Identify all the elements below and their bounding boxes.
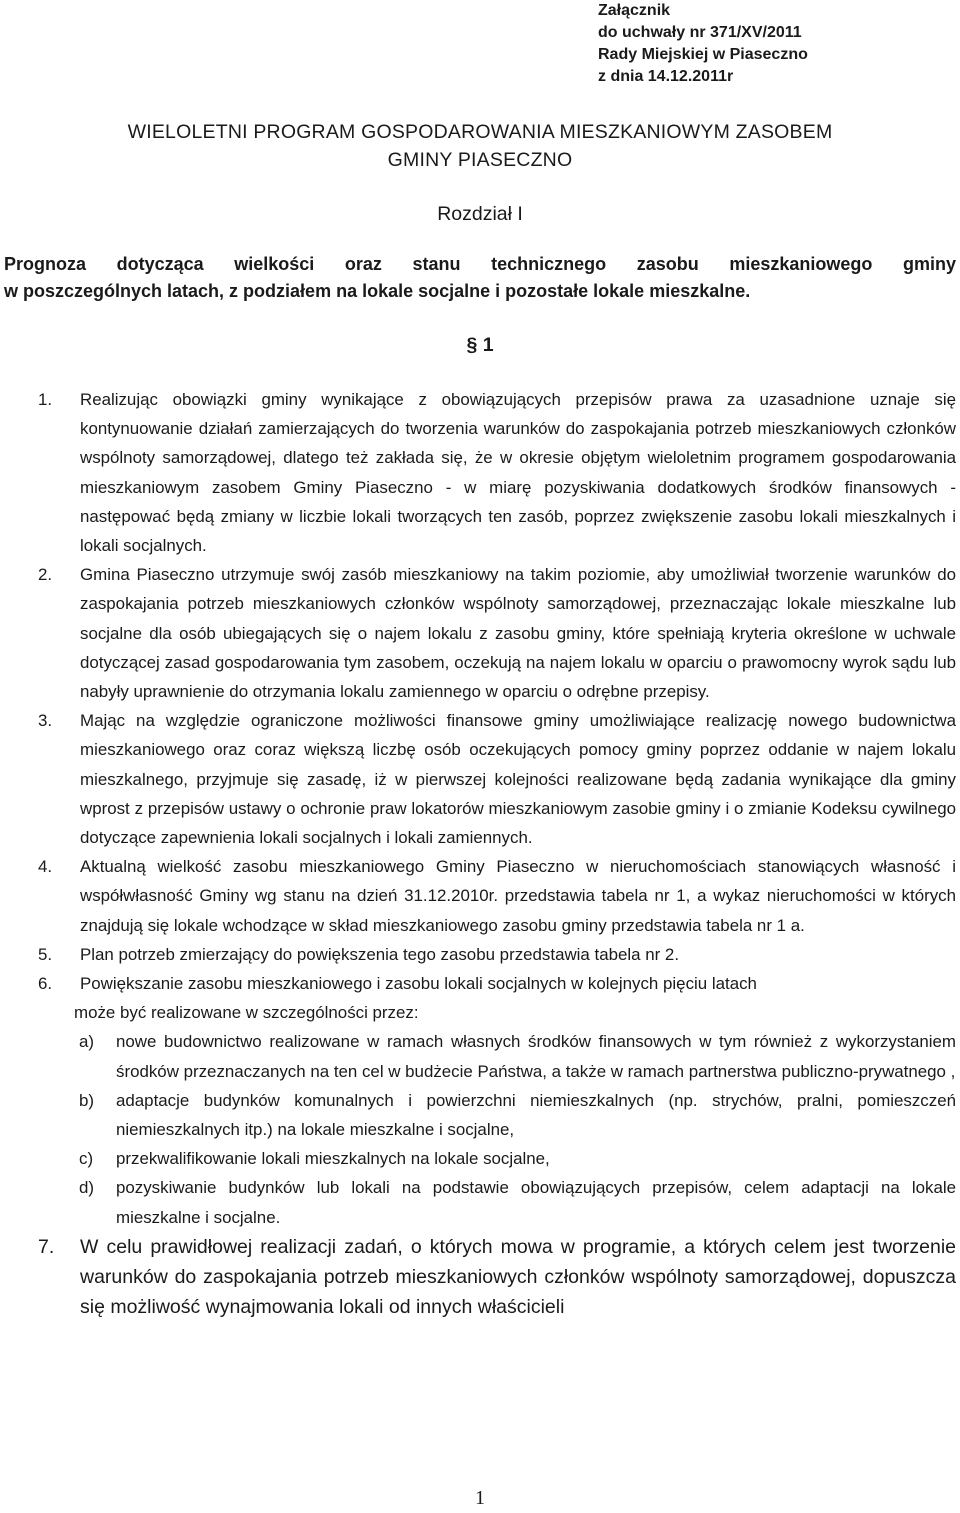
subitem-letter: a)	[79, 1032, 95, 1052]
subitem-text: nowe budownictwo realizowane w ramach własnych środków finansowych w tym również z wykorzystaniem środków przeznaczanych na ten cel w budżecie Państwa, a także w ramach partnerstwa publiczno-prywatnego ,	[116, 1032, 956, 1081]
title-line-2: GMINY PIASECZNO	[387, 149, 573, 171]
lettered-subitem	[0, 1086, 960, 1144]
numbered-item	[0, 1232, 960, 1322]
item-number: 2.	[38, 565, 53, 585]
item-text: Powiększanie zasobu mieszkaniowego i zasobu lokali socjalnych w kolejnych pięciu latach	[80, 974, 757, 994]
chapter-heading: Rozdział I	[437, 203, 523, 225]
item-text: Realizując obowiązki gminy wynikające z obowiązujących przepisów prawa za uzasadnione uznaje się kontynuowanie działań zamierzających do tworzenia warunków do zaspokajania potrzeb mieszkaniowych członków wspólnoty samorządowej, dlatego też zakłada się, że w okresie objętym wieloletnim programem gospodarowania mieszkaniowym zasobem Gminy Piaseczno - w miarę pozyskiwania dodatkowych środków finansowych - następować będą zmiany w liczbie lokali tworzących ten zasób, poprzez zwiększenie zasobu lokali mieszkalnych i lokali socjalnych.	[80, 390, 956, 556]
numbered-item	[0, 560, 960, 706]
numbered-item	[0, 969, 960, 998]
lettered-subitem	[0, 1027, 960, 1085]
page-number: 1	[475, 1487, 485, 1509]
subitem-letter: d)	[79, 1178, 95, 1198]
title-line-1: WIELOLETNI PROGRAM GOSPODAROWANIA MIESZKANIOWYM ZASOBEM	[127, 121, 833, 143]
item-number: 7.	[38, 1235, 55, 1258]
attachment-label: Załącznik	[598, 2, 671, 19]
item-text: Aktualną wielkość zasobu mieszkaniowego Gminy Piaseczno w nieruchomościach stanowiących własność i współwłasność Gminy wg stanu na dzień 31.12.2010r. przedstawia tabela nr 1, a wykaz nieruchomości w których znajdują się lokale wchodzące w skład mieszkaniowego zasobu gminy przedstawia tabela nr 1 a.	[80, 857, 956, 935]
item-number: 3.	[38, 711, 53, 731]
numbered-item	[0, 385, 960, 560]
attachment-note	[598, 0, 928, 88]
item-number: 1.	[38, 390, 53, 409]
subitem-text: adaptacje budynków komunalnych i powierzchni niemieszkalnych (np. strychów, pralni, pomieszczeń niemieszkalnych itp.) na lokale mieszkalne i socjalne,	[116, 1090, 956, 1140]
item-text: Gmina Piaseczno utrzymuje swój zasób mieszkaniowy na takim poziomie, aby umożliwiał tworzenie warunków do zaspokajania potrzeb mieszkaniowych członków wspólnoty samorządowej, przeznaczając lokale mieszkalne lub socjalne dla osób ubiegających się o najem lokalu z zasobu gminy, które spełniają kryteria określone w uchwale dotyczącej zasad gospodarowania tym zasobem, oczekują na najem lokalu w oparciu o prawomocny wyrok sądu lub nabyły uprawnienie do otrzymania lokalu zamiennego w oparciu o odrębne przepisy.	[80, 565, 956, 702]
subtitle-line-2: w poszczególnych latach, z podziałem na lokale socjalne i pozostałe lokale mieszkalne.	[4, 281, 751, 301]
resolution-number: do uchwały nr 371/XV/2011	[598, 24, 802, 41]
item-number: 5.	[38, 944, 53, 964]
subitem-letter: b)	[79, 1090, 95, 1110]
council-name: Rady Miejskiej w Piasecznо	[598, 46, 808, 63]
item-continuation: może być realizowane w szczególności przez:	[74, 1003, 419, 1023]
subtitle-line-1: Prognoza dotycząca wielkości oraz stanu technicznego zasobu mieszkaniowego gminy	[4, 254, 956, 274]
item-number: 4.	[38, 857, 53, 877]
document-title	[0, 118, 960, 174]
section-heading: § 1	[466, 334, 494, 356]
lettered-subitem	[0, 1144, 960, 1173]
subitem-text: przekwalifikowanie lokali mieszkalnych na lokale socjalne,	[116, 1149, 550, 1169]
item-text: Plan potrzeb zmierzający do powiększenia tego zasobu przedstawia tabela nr 2.	[80, 944, 680, 964]
subitem-text: pozyskiwanie budynków lub lokali na podstawie obowiązujących przepisów, celem adaptacji na lokale mieszkalne i socjalne.	[116, 1178, 956, 1227]
document-body	[0, 385, 960, 1322]
numbered-item	[0, 940, 960, 969]
chapter-subtitle	[4, 251, 956, 305]
numbered-item	[0, 852, 960, 940]
item-text: W celu prawidłowej realizacji zadań, o których mowa w programie, a których celem jest tworzenie warunków do zaspokajania potrzeb mieszkaniowych członków wspólnoty samorządowej, dopuszcza się możliwość wynajmowania lokali od innych właścicieli	[80, 1235, 956, 1318]
lettered-subitem	[0, 1173, 960, 1231]
item-number: 6.	[38, 974, 53, 994]
resolution-date: z dnia 14.12.2011r	[598, 68, 734, 85]
subitem-letter: c)	[79, 1149, 94, 1169]
numbered-item	[0, 706, 960, 852]
item-text: Mając na względzie ograniczone możliwości finansowe gminy umożliwiające realizację nowego budownictwa mieszkaniowego oraz coraz większą liczbę osób oczekujących pomocy gminy poprzez oddanie w najem lokalu mieszkalnego, przyjmuje się zasadę, iż w pierwszej kolejności realizowane będą zadania wynikające dla gminy wprost z przepisów ustawy o ochronie praw lokatorów mieszkaniowym zasobie gminy i o zmianie Kodeksu cywilnego dotyczące zapewnienia lokali socjalnych i lokali zamiennych.	[80, 711, 956, 848]
